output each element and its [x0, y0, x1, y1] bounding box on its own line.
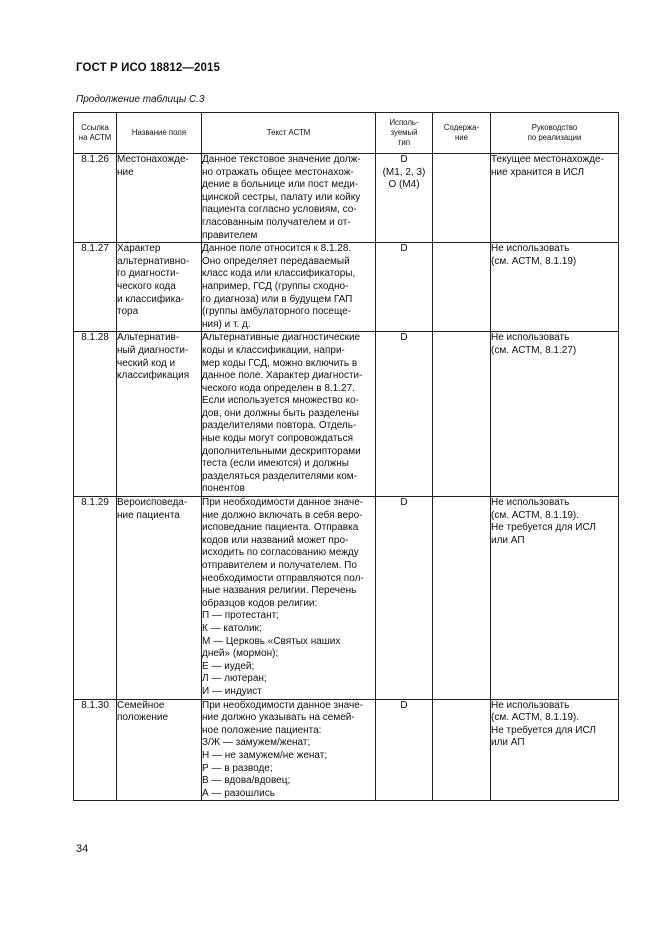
guide-line: Текущее местонахожде-	[491, 154, 604, 165]
column-header-line: Содержа-	[443, 123, 480, 132]
used-type-cell	[376, 243, 433, 332]
guide-line: (см. АСТМ, 8.1.19).	[491, 509, 580, 521]
astm-text-line: исходить по согласованию между	[202, 547, 359, 559]
used-type-line: D	[400, 154, 408, 165]
field-name-line: альтернативно-	[117, 255, 190, 267]
column-header-line: по реализации	[527, 133, 582, 142]
field-name-line: Семейное	[117, 699, 165, 711]
astm-text-line: правителем	[202, 229, 258, 241]
guide-line: Не использовать	[491, 497, 570, 509]
astm-text-line: При необходимости данное значе-	[202, 699, 364, 711]
field-name-line: ческого кода	[117, 280, 176, 292]
astm-reference-cell: 8.1.26	[74, 154, 117, 243]
astm-text-line: разделителями повтора. Отдель-	[202, 420, 357, 432]
guide-line: или АП	[491, 737, 525, 749]
astm-text-line: Данное текстовое значение долж-	[202, 154, 361, 165]
astm-text-line: ные названия религии. Перечень	[202, 585, 357, 597]
astm-text-line: И — индуист	[202, 685, 262, 697]
content-cell	[433, 243, 491, 332]
column-header	[491, 113, 619, 154]
astm-text-line: З/Ж — замужем/женат;	[202, 737, 311, 749]
field-name-line: классификация	[117, 370, 190, 382]
implementation-guide-cell	[491, 497, 619, 700]
field-name-line: положение	[117, 712, 169, 724]
astm-text-line: ческого кода определен в 8.1.27.	[202, 382, 355, 394]
used-type-line: D	[400, 699, 408, 711]
field-name-line: ный диагности-	[117, 344, 189, 356]
field-name-line: тора	[117, 306, 139, 318]
astm-text-line: Оно определяет передаваемый	[202, 255, 350, 267]
table-caption: Продолжение таблицы С.3	[76, 94, 205, 105]
astm-text-line: необходимости отправляются пол-	[202, 572, 364, 584]
guide-line: или АП	[491, 534, 525, 546]
astm-text-line: образцов кодов религии:	[202, 597, 318, 609]
astm-text-line: П — протестант;	[202, 610, 280, 622]
astm-text-line: ные коды могут сопровождаться	[202, 433, 354, 445]
field-name-line: Характер	[117, 243, 161, 255]
field-name-line: ние	[117, 166, 134, 178]
field-name-line: ние пациента	[117, 509, 180, 521]
astm-text-line: Альтернативные диагностические	[202, 332, 361, 344]
field-name-line: Местонахожде-	[117, 154, 189, 165]
used-type-line: (M1, 2, 3)	[382, 166, 426, 178]
column-header	[74, 113, 117, 154]
guide-line: ние хранится в ИСЛ	[491, 166, 585, 178]
column-header-line: зуемый	[390, 128, 418, 137]
table-row	[74, 497, 619, 700]
field-name-line: го диагности-	[117, 268, 179, 280]
astm-text-line: дов, они должны быть разделены	[202, 407, 359, 419]
astm-text-line: Если используется множество ко-	[202, 395, 359, 407]
column-header	[117, 113, 202, 154]
implementation-guide-cell	[491, 243, 619, 332]
astm-text-line: исповедание пациента. Отправка	[202, 522, 359, 534]
astm-text-line: понентов	[202, 483, 245, 495]
astm-text-line: например, ГСД (группы сходно-	[202, 280, 349, 292]
guide-line: (см. АСТМ, 8.1.19)	[491, 255, 577, 267]
guide-line: Не использовать	[491, 332, 570, 344]
field-name-line: и классифика-	[117, 293, 185, 305]
field-name-cell	[117, 243, 202, 332]
astm-text-line: Данное поле относится к 8.1.28.	[202, 243, 352, 255]
astm-text-line: цинской сестры, палату или койку	[202, 191, 361, 203]
astm-text-line: Е — иудей;	[202, 660, 255, 672]
astm-text-line: ное положение пациента:	[202, 724, 322, 736]
column-header-line: Руководство	[531, 123, 578, 132]
table-body	[74, 154, 619, 801]
field-name-line: Альтернатив-	[117, 332, 180, 344]
astm-table	[73, 112, 619, 801]
used-type-cell	[376, 154, 433, 243]
used-type-line: O (M4)	[388, 179, 420, 191]
astm-text-line: Р — в разводе;	[202, 762, 273, 774]
table-row	[74, 699, 619, 801]
astm-text-line: дение в больнице или пост меди-	[202, 179, 359, 191]
field-name-line: ческий код и	[117, 357, 176, 369]
field-name-cell	[117, 497, 202, 700]
column-header-line: на АСТМ	[78, 133, 112, 142]
table-row	[74, 243, 619, 332]
astm-text-line: го диагноза) или в будущем ГАП	[202, 293, 353, 305]
astm-reference-cell: 8.1.29	[74, 497, 117, 700]
field-name-cell	[117, 699, 202, 801]
astm-text-line: пациента согласно условиям, со-	[202, 204, 357, 216]
astm-text-line: мер коды ГСД, можно включить в	[202, 357, 358, 369]
astm-text-cell	[202, 332, 376, 497]
astm-text-line: Н — не замужем/не женат;	[202, 749, 328, 761]
astm-text-cell	[202, 154, 376, 243]
document-header: ГОСТ Р ИСО 18812—2015	[76, 62, 221, 74]
column-header-line: Название поля	[131, 128, 187, 137]
astm-reference-cell: 8.1.27	[74, 243, 117, 332]
field-name-cell	[117, 154, 202, 243]
astm-text-cell	[202, 243, 376, 332]
astm-text-line: К — католик;	[202, 622, 262, 634]
astm-text-line: но отражать общее местонахож-	[202, 166, 354, 178]
implementation-guide-cell	[491, 332, 619, 497]
content-cell	[433, 699, 491, 801]
column-header-line: тип	[397, 138, 411, 147]
column-header	[376, 113, 433, 154]
field-name-line: Вероисповеда-	[117, 497, 188, 509]
guide-line: Не использовать	[491, 699, 570, 711]
content-cell	[433, 332, 491, 497]
guide-line: Не использовать	[491, 243, 570, 255]
guide-line: (см. АСТМ, 8.1.27)	[491, 344, 577, 356]
guide-line: Не требуется для ИСЛ	[491, 724, 596, 736]
used-type-line: D	[400, 243, 408, 255]
astm-text-line: ние должно указывать на семей-	[202, 712, 355, 724]
astm-text-line: класс кода или классификаторы,	[202, 268, 356, 280]
astm-text-cell	[202, 497, 376, 700]
implementation-guide-cell	[491, 699, 619, 801]
astm-text-line: отправителем и получателем. По	[202, 560, 357, 571]
table-row	[74, 154, 619, 243]
used-type-line: D	[400, 497, 408, 509]
astm-text-line: данное поле. Характер диагности-	[202, 370, 363, 382]
used-type-line: D	[400, 332, 408, 344]
astm-text-line: ние должно включать в себя веро-	[202, 509, 363, 521]
astm-text-line: При необходимости данное значе-	[202, 497, 364, 509]
column-header-line: Ссылка	[81, 123, 109, 132]
astm-reference-cell: 8.1.28	[74, 332, 117, 497]
table-header-row	[74, 113, 619, 154]
astm-text-line: М — Церковь «Святых наших	[202, 635, 341, 647]
astm-text-line: кодов или названий может про-	[202, 534, 349, 546]
content-cell	[433, 154, 491, 243]
column-header	[202, 113, 376, 154]
astm-text-cell	[202, 699, 376, 801]
astm-text-line: Л — лютеран;	[202, 673, 267, 685]
table-row	[74, 332, 619, 497]
astm-text-line: дней» (мормон);	[202, 648, 279, 660]
guide-line: (см. АСТМ, 8.1.19).	[491, 712, 580, 724]
column-header-line: Исполь-	[389, 118, 419, 127]
astm-text-line: ния) и т. д.	[202, 318, 251, 330]
astm-text-line: (группы амбулаторного посеще-	[202, 306, 351, 318]
guide-line: Не требуется для ИСЛ	[491, 522, 596, 534]
page-number: 34	[76, 843, 89, 855]
astm-text-line: А — разошлись	[202, 787, 275, 799]
content-cell	[433, 497, 491, 700]
column-header-line: ние	[455, 133, 468, 142]
astm-text-line: гласованным получателем и от-	[202, 216, 351, 228]
astm-text-line: дополнительными дескрипторами	[202, 445, 361, 457]
astm-reference-cell: 8.1.30	[74, 699, 117, 801]
used-type-cell	[376, 699, 433, 801]
field-name-cell	[117, 332, 202, 497]
astm-text-line: коды и классификации, напри-	[202, 344, 345, 356]
column-header	[433, 113, 491, 154]
column-header-line: Текст АСТМ	[266, 128, 311, 137]
implementation-guide-cell	[491, 154, 619, 243]
used-type-cell	[376, 497, 433, 700]
astm-text-line: В — вдова/вдовец;	[202, 775, 291, 787]
astm-text-line: разделяться разделителями ком-	[202, 470, 357, 482]
used-type-cell	[376, 332, 433, 497]
astm-text-line: теста (если имеются) и должны	[202, 458, 349, 470]
